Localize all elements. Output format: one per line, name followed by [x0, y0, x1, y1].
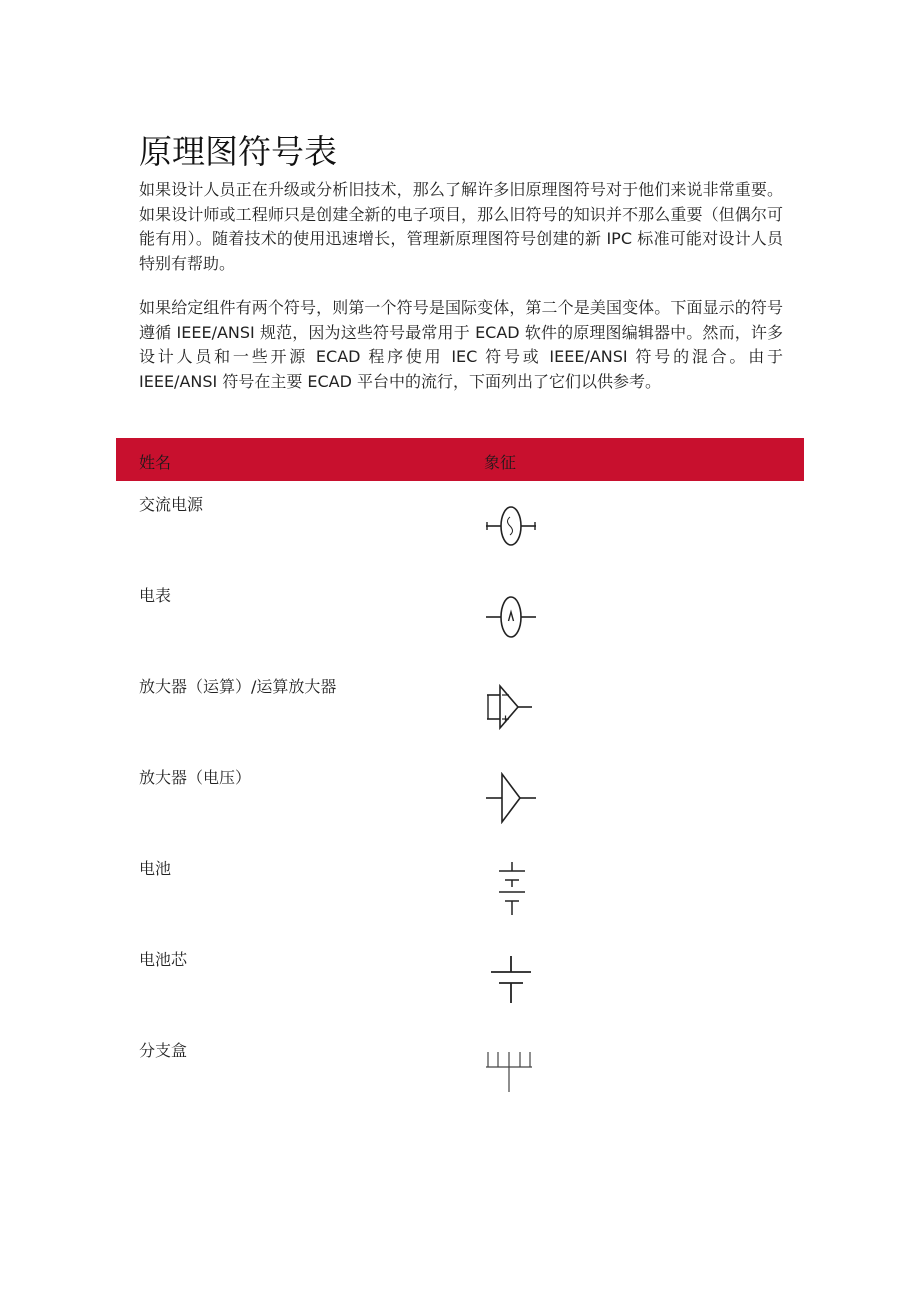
intro-paragraph-2: 如果给定组件有两个符号，则第一个符号是国际变体，第二个是美国变体。下面显示的符号遵循 IEEE/ANSI 规范，因为这些符号最常用于 ECAD 软件的原理图编辑器中。然而，许多设计人员和一些开源 ECAD 程序使用 IEC 符号或 IEEE/ANSI 符号的混合。由于 IEEE/ANSI 符号在主要 ECAD 平台中的流行，下面列出了它们以供参考。 — [139, 298, 783, 391]
row-label-junction-box: 分支盒 — [139, 1041, 188, 1060]
battery-cell-symbol-icon — [489, 955, 533, 1005]
junction-box-symbol-icon — [484, 1049, 534, 1095]
column-header-symbol: 象征 — [484, 453, 517, 472]
row-label-voltage-amplifier: 放大器（电压） — [139, 768, 252, 787]
voltage-amplifier-symbol-icon — [484, 772, 538, 824]
battery-symbol-icon — [494, 861, 530, 917]
row-label-battery-cell: 电池芯 — [139, 950, 188, 969]
meter-symbol-icon — [484, 593, 538, 641]
row-label-ac-source: 交流电源 — [139, 495, 204, 514]
row-label-op-amp: 放大器（运算）/运算放大器 — [139, 677, 337, 696]
op-amp-symbol-icon — [484, 683, 534, 731]
column-header-name: 姓名 — [139, 453, 172, 472]
intro-paragraph-1: 如果设计人员正在升级或分析旧技术，那么了解许多旧原理图符号对于他们来说非常重要。如果设计师或工程师只是创建全新的电子项目，那么旧符号的知识并不那么重要（但偶尔可能有用）。随着技术的使用迅速增长，管理新原理图符号创建的新 IPC 标准可能对设计人员特别有帮助。 — [139, 180, 783, 273]
page-title: 原理图符号表 — [139, 132, 337, 171]
row-label-battery: 电池 — [139, 859, 172, 878]
row-label-meter: 电表 — [139, 586, 172, 605]
ac-source-symbol-icon — [484, 503, 538, 549]
table-header — [116, 438, 804, 481]
